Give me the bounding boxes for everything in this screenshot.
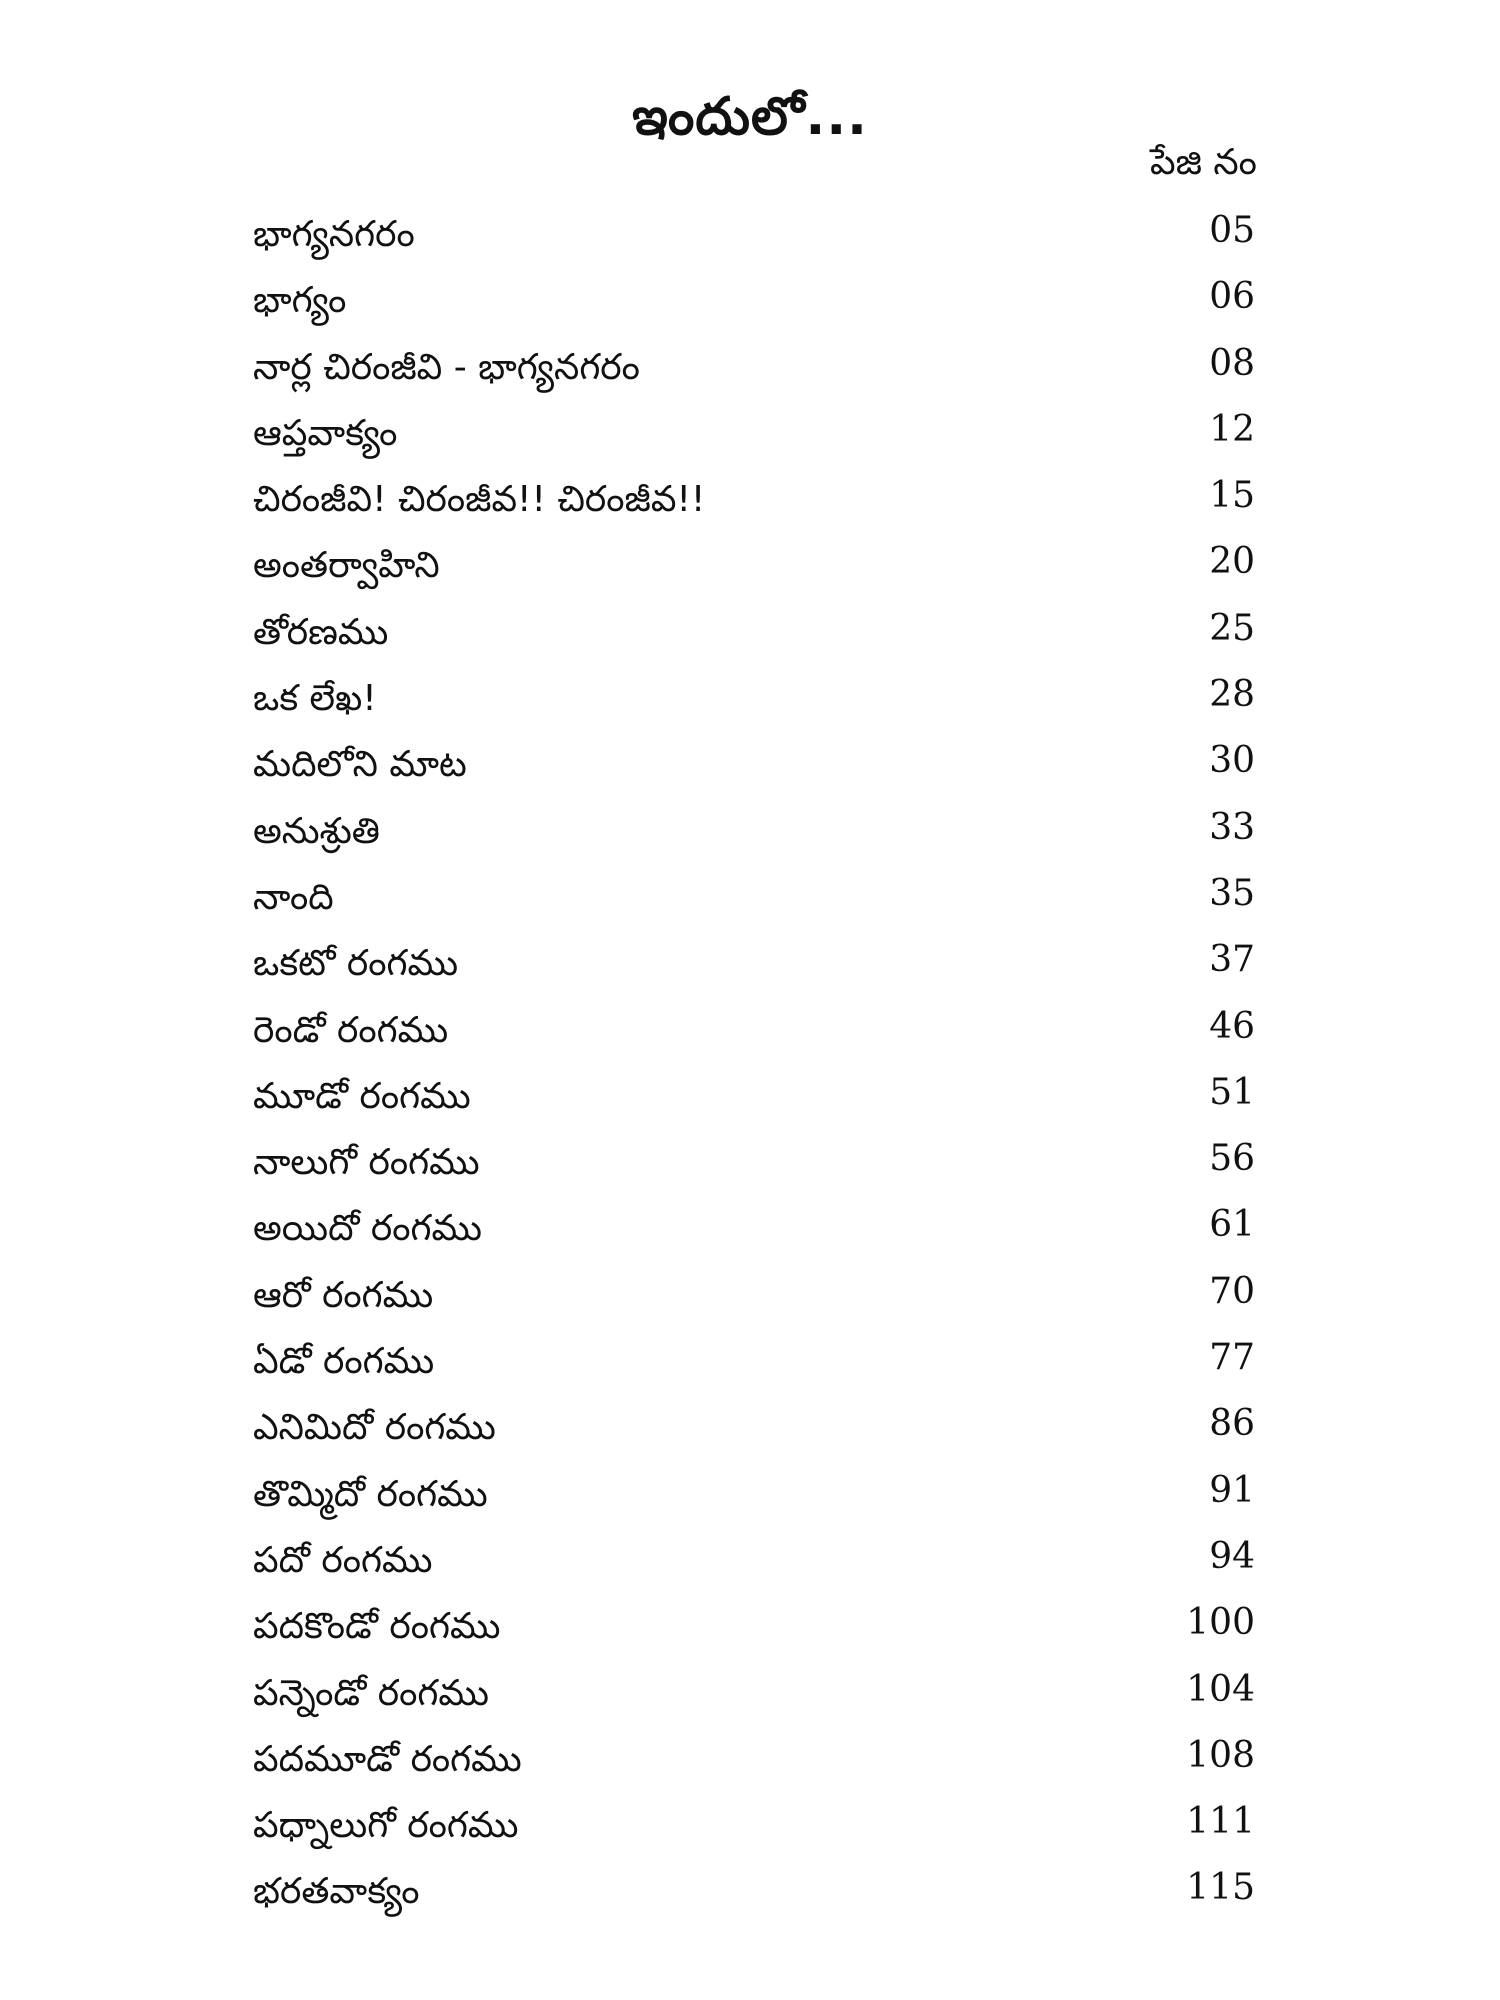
toc-entry-page-number: 46 <box>1209 1005 1255 1047</box>
toc-entry <box>0 1466 1500 1532</box>
toc-entry-title: మదిలోని మాట <box>253 744 467 786</box>
toc-entry-title: చిరంజీవి! చిరంజీవ!! చిరంజీవ!! <box>253 479 706 521</box>
toc-entry-title: భరతవాక్యం <box>253 1871 420 1913</box>
toc-entry <box>0 1598 1500 1664</box>
toc-entry-page-number: 56 <box>1209 1138 1255 1180</box>
toc-entry-title: తోరణము <box>253 611 389 653</box>
toc-entry-page-number: 28 <box>1209 674 1255 716</box>
toc-entry-title: పన్నెండో రంగము <box>253 1672 489 1714</box>
toc-entry <box>0 670 1500 736</box>
toc-entry-page-number: 91 <box>1209 1469 1255 1511</box>
toc-entry-page-number: 115 <box>1186 1867 1255 1909</box>
toc-entry-title: ఆప్తవాక్యం <box>253 412 398 454</box>
toc-entry-title: ఒక లేఖ! <box>253 678 377 720</box>
toc-entry-title: భాగ్యనగరం <box>253 214 415 255</box>
toc-entry <box>0 1333 1500 1399</box>
toc-entry-page-number: 94 <box>1209 1535 1255 1577</box>
toc-entry <box>0 1134 1500 1200</box>
toc-entry <box>0 1532 1500 1598</box>
toc-entry-page-number: 77 <box>1209 1337 1255 1379</box>
toc-entry-title: భాగ్యం <box>253 280 347 322</box>
toc-entry <box>0 1399 1500 1465</box>
toc-entry <box>0 1863 1500 1929</box>
toc-entry-page-number: 33 <box>1209 806 1255 848</box>
toc-entry <box>0 1002 1500 1068</box>
toc-entry <box>0 604 1500 670</box>
toc-entry-title: ఆరో రంగము <box>253 1274 434 1316</box>
toc-entry <box>0 206 1500 272</box>
toc-entry-page-number: 37 <box>1209 939 1255 981</box>
toc-entry-title: పదకొండో రంగము <box>253 1606 501 1648</box>
toc-entry <box>0 869 1500 935</box>
toc-entry-title: ఎనిమిదో రంగము <box>253 1407 496 1449</box>
toc-entry-page-number: 30 <box>1209 740 1255 782</box>
toc-entry <box>0 405 1500 471</box>
toc-entry <box>0 1797 1500 1863</box>
toc-entry <box>0 272 1500 338</box>
toc-entry-title: అయిదో రంగము <box>253 1208 482 1250</box>
toc-entry <box>0 1731 1500 1797</box>
toc-entry-page-number: 61 <box>1209 1204 1255 1246</box>
toc-entry <box>0 803 1500 869</box>
toc-entry-page-number: 08 <box>1209 342 1255 384</box>
toc-entry-page-number: 05 <box>1209 210 1255 251</box>
toc-entry-page-number: 12 <box>1209 408 1255 450</box>
toc-entry <box>0 935 1500 1001</box>
page-number-column-heading: పేజి నం <box>1150 142 1257 183</box>
toc-entry-title: పధ్నాలుగో రంగము <box>253 1805 519 1847</box>
toc-entry-title: ఏడో రంగము <box>253 1341 435 1383</box>
toc-entry-page-number: 20 <box>1209 541 1255 583</box>
toc-entry <box>0 1200 1500 1266</box>
toc-entry-page-number: 104 <box>1186 1668 1255 1710</box>
toc-entry-title: పదమూడో రంగము <box>253 1738 522 1780</box>
toc-entry-title: నాంది <box>253 876 334 918</box>
page-title: ఇందులో... <box>632 86 868 147</box>
toc-entry-page-number: 25 <box>1209 607 1255 649</box>
toc-entry-title: అనుశ్రుతి <box>253 810 380 852</box>
toc-entry <box>0 537 1500 603</box>
toc-entry <box>0 736 1500 802</box>
toc-entry-page-number: 06 <box>1209 276 1255 318</box>
toc-entry-title: నార్ల చిరంజీవి - భాగ్యనగరం <box>253 346 640 388</box>
toc-entry-page-number: 108 <box>1186 1734 1255 1776</box>
toc-entry <box>0 471 1500 537</box>
toc-entry-page-number: 100 <box>1186 1602 1255 1644</box>
toc-entry-page-number: 111 <box>1186 1801 1255 1843</box>
toc-entry-page-number: 51 <box>1209 1071 1255 1113</box>
toc-entry-title: ఒకటో రంగము <box>253 943 459 985</box>
toc-entry-page-number: 35 <box>1209 872 1255 914</box>
toc-entry-title: పదో రంగము <box>253 1539 433 1581</box>
toc-entry-page-number: 70 <box>1209 1270 1255 1312</box>
toc-entry-title: అంతర్వాహిని <box>253 545 440 587</box>
toc-entry-page-number: 15 <box>1209 475 1255 517</box>
toc-entry <box>0 339 1500 405</box>
toc-entry <box>0 1665 1500 1731</box>
toc-entry-page-number: 86 <box>1209 1403 1255 1445</box>
table-of-contents <box>0 206 1500 1930</box>
toc-entry-title: మూడో రంగము <box>253 1075 471 1117</box>
toc-entry-title: రెండో రంగము <box>253 1009 449 1051</box>
toc-entry <box>0 1068 1500 1134</box>
toc-entry-title: తొమ్మిదో రంగము <box>253 1473 488 1515</box>
toc-entry-title: నాలుగో రంగము <box>253 1142 480 1184</box>
toc-entry <box>0 1267 1500 1333</box>
